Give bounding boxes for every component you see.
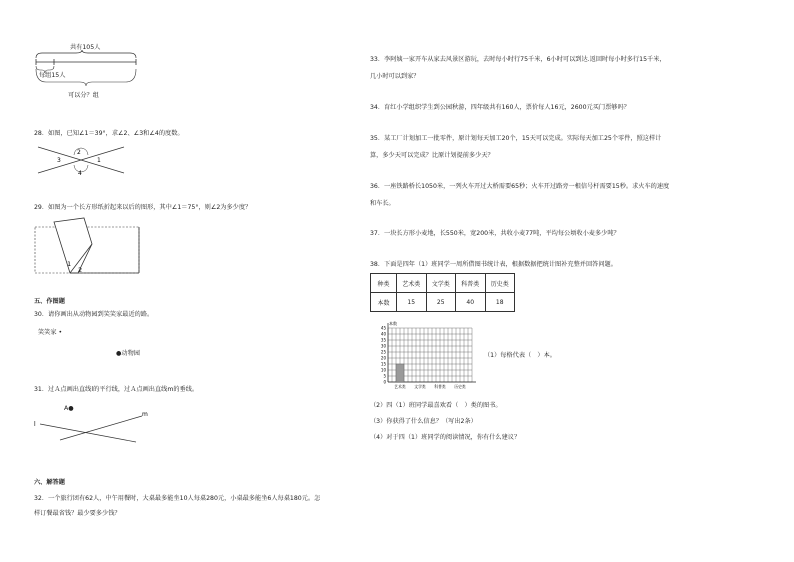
x-tick-label: 科普类 xyxy=(434,384,446,389)
q29-text: 29．如图为一个长方形纸折起来以后的图形，其中∠1＝75°，则∠2为多少度？ xyxy=(34,204,252,211)
y-tick-label: 15 xyxy=(380,361,386,367)
point-a-label: A● xyxy=(64,405,74,412)
table-cell: 15 xyxy=(397,293,427,312)
x-tick-label: 历史类 xyxy=(454,384,466,389)
book-bar-chart xyxy=(370,320,480,392)
section-6-heading: 六、解答题 xyxy=(34,479,65,486)
y-tick-label: 45 xyxy=(380,325,386,331)
table-cell: 18 xyxy=(485,293,515,312)
y-axis-label: 本数 xyxy=(389,321,397,326)
q32-line1: 32．一个旅行团有62人，中午用餐时，大桌最多能坐10人每桌280元，小桌最多能坐6人每桌180元。怎 xyxy=(34,495,321,502)
table-header-cell: 科普类 xyxy=(456,274,486,293)
q29-folded-rectangle xyxy=(34,218,144,276)
y-tick-label: 10 xyxy=(380,367,386,373)
q38-sub2: （2）四（1）班同学最喜欢看（ ）类的图书。 xyxy=(370,402,502,409)
line-m-label: m xyxy=(142,411,148,418)
table-cell: 40 xyxy=(456,293,486,312)
q28-angle-figure xyxy=(36,145,126,179)
q28-text: 28．如图，已知∠1＝39°，求∠2、∠3和∠4的度数。 xyxy=(34,130,184,137)
line-l-label: l xyxy=(34,421,36,428)
angle-1-label: 1 xyxy=(97,157,101,164)
y-tick-label: 40 xyxy=(380,331,386,337)
q35-line1: 35．某工厂计划加工一批零件，原计划每天加工20个，15天可以完成。实际每天加工25个零件，照这样计 xyxy=(370,135,662,142)
q35-line2: 算，多少天可以完成？比原计划提前多少天？ xyxy=(370,152,494,159)
q38-text: 38．下面是四年（1）班同学一周所借图书统计表，根据数据把统计图补充整并回答问题。 xyxy=(370,261,617,268)
book-stats-table xyxy=(370,273,515,312)
y-tick-label: 35 xyxy=(380,337,386,343)
y-tick-label: 5 xyxy=(383,373,386,379)
y-tick-label: 0 xyxy=(383,379,386,385)
angle-1-label: 1 xyxy=(67,260,72,268)
table-row xyxy=(371,293,515,312)
q36-line2: 和车长。 xyxy=(370,200,395,207)
table-header-cell: 艺术类 xyxy=(397,274,427,293)
q33-line2: 几小时可以到家？ xyxy=(370,73,420,80)
table-header-cell: 历史类 xyxy=(485,274,515,293)
q30-text: 30．请你画出从动物园到笑笑家最近的路。 xyxy=(34,311,154,318)
angle-2-label: 2 xyxy=(78,266,83,274)
per-group-label: 每组15人 xyxy=(39,72,66,79)
zoo-label: ●动物园 xyxy=(116,350,140,357)
angle-4-label: 4 xyxy=(78,170,82,177)
total-label: 共有105人 xyxy=(70,44,101,51)
q31-lines-figure xyxy=(34,410,148,450)
q32-line2: 样订餐最省钱？最少要多少钱？ xyxy=(34,510,121,517)
q36-line1: 36．一座铁路桥长1050米，一列火车开过大桥需要65秒；火车开过路旁一根信号杆需要15秒。求火车的速度 xyxy=(370,183,670,190)
angle-2-label: 2 xyxy=(77,149,81,156)
angle-3-label: 3 xyxy=(57,157,61,164)
table-row-label: 本数 xyxy=(371,293,397,312)
q37-text: 37．一块长方形小麦地，长550米，宽200米，共收小麦77吨，平均每公顷收小麦多少吨？ xyxy=(370,230,620,237)
q38-sub1: （1）每格代表（ ）本。 xyxy=(484,352,556,359)
home-label: 笑笑家 • xyxy=(38,329,63,336)
table-cell: 25 xyxy=(426,293,456,312)
segment-lines xyxy=(34,50,144,90)
question-label: 可以分？组 xyxy=(68,92,99,99)
x-tick-label: 艺术类 xyxy=(394,384,406,389)
y-tick-label: 20 xyxy=(380,355,386,361)
x-tick-label: 文学类 xyxy=(414,384,426,389)
q31-text: 31．过Ａ点画出直线l的平行线，过Ａ点画出直线m的垂线。 xyxy=(34,386,199,393)
q38-sub4: （4）对于四（1）班同学的阅读情况，你有什么建议？ xyxy=(370,434,521,441)
q34-text: 34．育红小学组织学生到公园秋游，四年级共有160人，票价每人16元，2600元买门票够吗？ xyxy=(370,104,630,111)
table-header-cell: 文学类 xyxy=(426,274,456,293)
y-tick-label: 30 xyxy=(380,343,386,349)
table-header-row xyxy=(371,274,515,293)
table-header-cell: 种类 xyxy=(371,274,397,293)
q33-line1: 33．李阿姨一家开车从家去风景区游玩，去时每小时行75千米，6小时可以到达.返回时每小时多行15千米， xyxy=(370,56,666,63)
bar xyxy=(396,364,404,382)
q38-sub3: （3）你获得了什么信息？（写出2条） xyxy=(370,418,477,425)
y-tick-label: 25 xyxy=(380,349,386,355)
section-5-heading: 五、作图题 xyxy=(34,298,65,305)
